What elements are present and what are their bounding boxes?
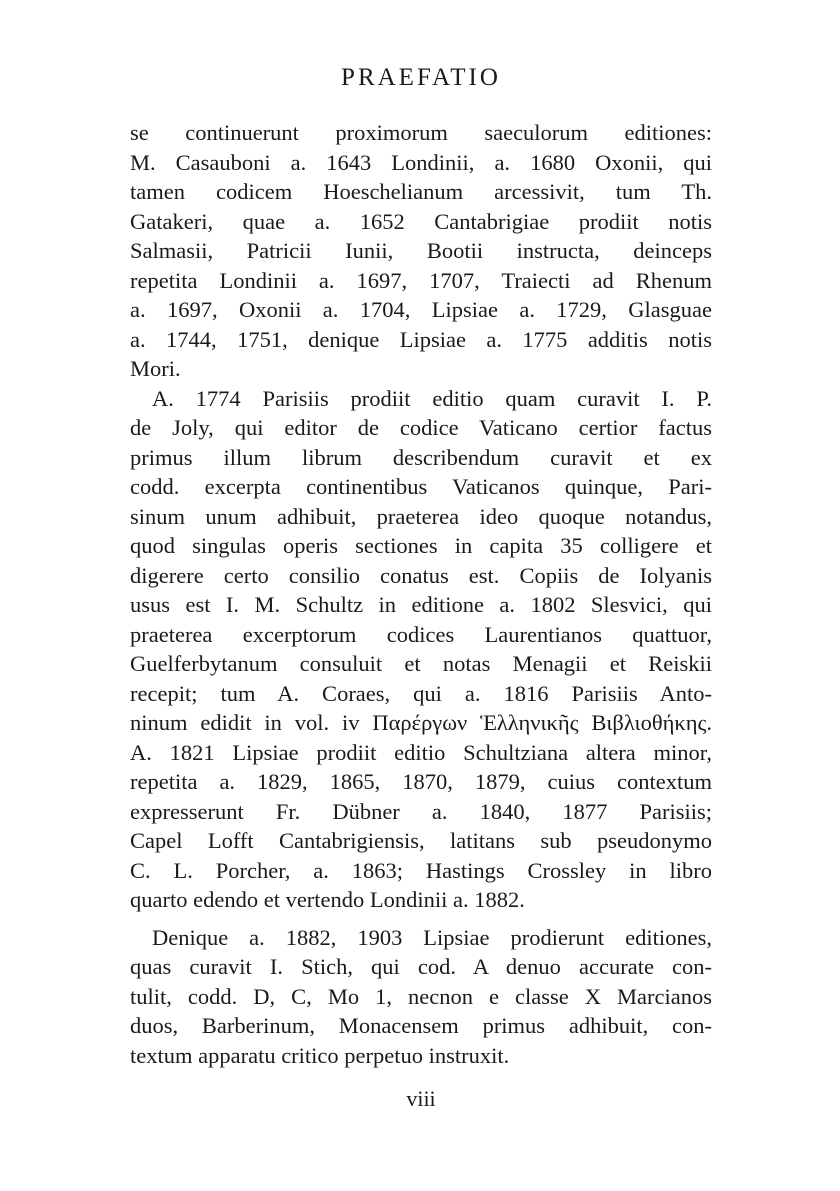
text-line: praeterea excerptorum codices Laurentianos quattuor, [130, 621, 712, 647]
page [130, 58, 712, 1111]
paragraph-gap [130, 915, 712, 923]
text-line: Capel Lofft Cantabrigiensis, latitans sub pseudonymo [130, 828, 712, 853]
text-line: A. 1821 Lipsiae prodiit editio Schultziana altera minor, [130, 739, 712, 765]
text-line: expresserunt Fr. Dübner a. 1840, 1877 Parisiis; [130, 798, 712, 824]
text-line: Denique a. 1882, 1903 Lipsiae prodierunt editiones, [152, 924, 712, 950]
text-line: quarto edendo et vertendo Londinii a. 1882. [130, 887, 525, 912]
running-head: PRAEFATIO [341, 64, 501, 91]
text-line: tulit, codd. D, C, Mo 1, necnon e classe X Marcianos [130, 983, 712, 1009]
text-line: repetita a. 1829, 1865, 1870, 1879, cuius contextum [130, 769, 712, 794]
text-line: codd. excerpta continentibus Vaticanos quinque, Pari- [130, 474, 712, 499]
text-line: a. 1697, Oxonii a. 1704, Lipsiae a. 1729, Glasguae [130, 297, 712, 322]
text-line: ninum edidit in vol. iv Παρέργων Ἑλληνικῆς Βιβλιοθήκης. [130, 710, 712, 735]
text-line: usus est I. M. Schultz in editione a. 1802 Slesvici, qui [130, 592, 712, 617]
paragraph-3 [130, 923, 712, 1071]
text-line: textum apparatu critico perpetuo instruxit. [130, 1042, 510, 1068]
paragraph-1 [130, 118, 712, 384]
text-line: Salmasii, Patricii Iunii, Bootii instructa, deinceps [130, 238, 712, 263]
text-line: Mori. [130, 356, 181, 381]
text-line: a. 1744, 1751, denique Lipsiae a. 1775 additis notis [130, 326, 712, 352]
text-line: digerere certo consilio conatus est. Copiis de Iolyanis [130, 562, 712, 588]
text-line: A. 1774 Parisiis prodiit editio quam curavit I. P. [152, 385, 712, 411]
text-line: se continuerunt proximorum saeculorum editiones: [130, 120, 712, 145]
paragraph-2 [130, 384, 712, 915]
text-line: primus illum librum describendum curavit et ex [130, 444, 712, 470]
page-number: viii [406, 1086, 436, 1111]
text-line: Gatakeri, quae a. 1652 Cantabrigiae prodiit notis [130, 208, 712, 234]
text-line: recepit; tum A. Coraes, qui a. 1816 Parisiis Anto- [130, 680, 712, 706]
text-line: M. Casauboni a. 1643 Londinii, a. 1680 Oxonii, qui [130, 149, 712, 175]
text-line: repetita Londinii a. 1697, 1707, Traiecti ad Rhenum [130, 267, 712, 293]
text-line: quas curavit I. Stich, qui cod. A denuo accurate con- [130, 954, 712, 979]
text-line: duos, Barberinum, Monacensem primus adhibuit, con- [130, 1013, 712, 1038]
body-text [130, 118, 712, 1070]
text-line: de Joly, qui editor de codice Vaticano certior factus [130, 415, 712, 440]
text-line: tamen codicem Hoeschelianum arcessivit, tum Th. [130, 179, 712, 204]
text-line: quod singulas operis sectiones in capita 35 colligere et [130, 533, 712, 558]
text-line: Guelferbytanum consuluit et notas Menagii et Reiskii [130, 651, 712, 676]
text-line: C. L. Porcher, a. 1863; Hastings Crossley in libro [130, 857, 712, 883]
text-line: sinum unum adhibuit, praeterea ideo quoque notandus, [130, 503, 712, 529]
